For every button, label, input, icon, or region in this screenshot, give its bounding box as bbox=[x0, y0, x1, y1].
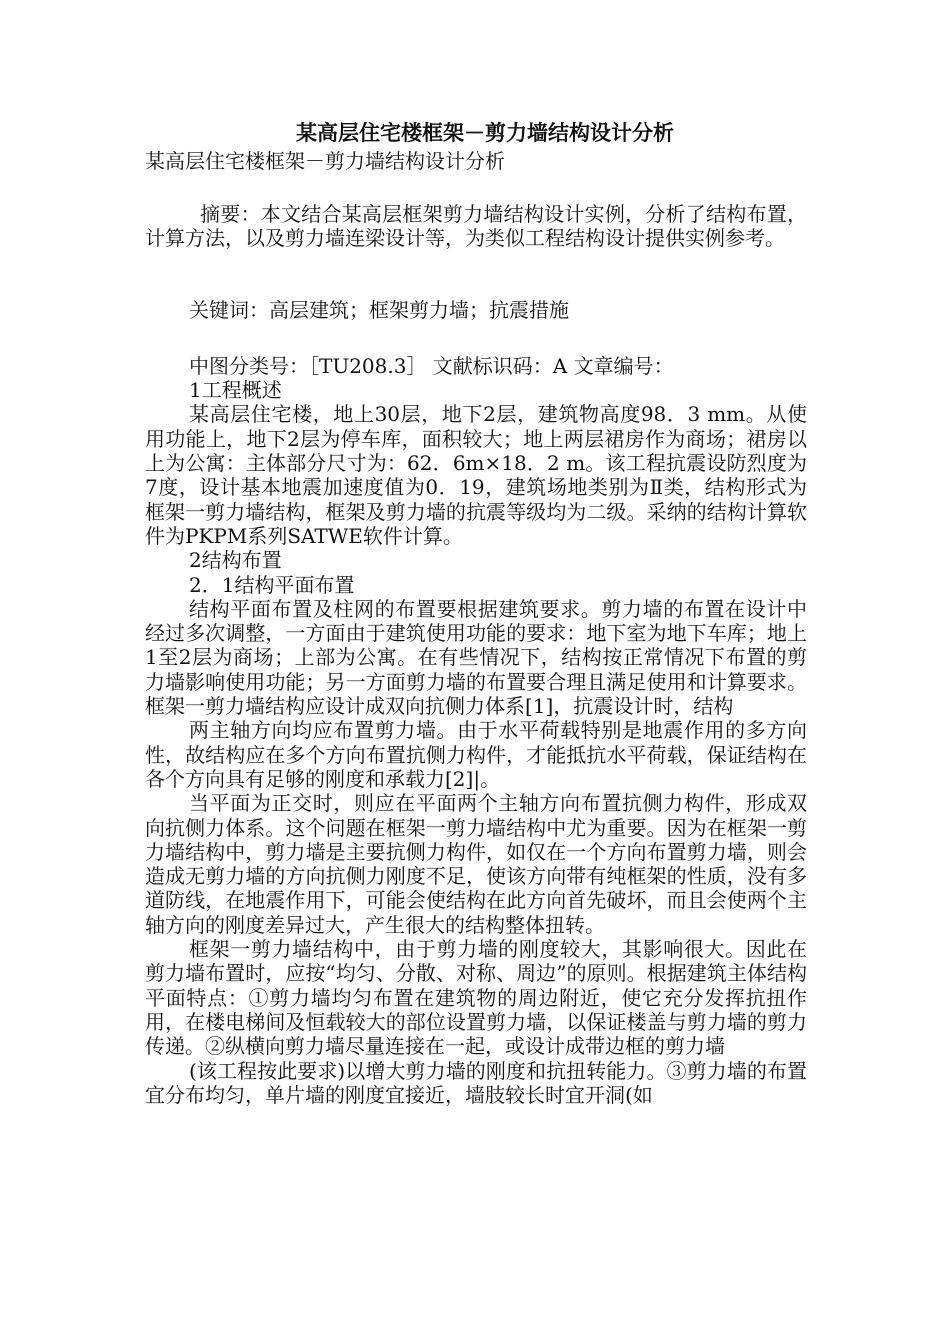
section-2-1-paragraph-2: 两主轴方向均应布置剪力墙。由于水平荷载特别是地震作用的多方向性，故结构应在多个方向布置抗侧力构件，才能抵抗水平荷载，保证结构在各个方向具有足够的刚度和承载力[2]|。 bbox=[145, 718, 807, 791]
section-1-heading: 1工程概述 bbox=[189, 378, 282, 403]
document-subtitle: 某高层住宅楼框架－剪力墙结构设计分析 bbox=[145, 149, 505, 173]
section-2-1-paragraph-3: 当平面为正交时，则应在平面两个主轴方向布置抗侧力构件，形成双向抗侧力体系。这个问题在框架一剪力墙结构中尤为重要。因为在框架一剪力墙结构中，剪力墙是主要抗侧力构件，如仅在一个方向布置剪力墙，则会造成无剪力墙的方向抗侧力刚度不足，使该方向带有纯框架的性质，没有多道防线，在地震作用下，可能会使结构在此方向首先破坏，而且会使两个主轴方向的刚度差异过大，产生很大的结构整体扭转。 bbox=[145, 791, 807, 937]
classification-line: 中图分类号：［TU208.3］ 文献标识码：A 文章编号： bbox=[189, 353, 674, 378]
section-2-1-paragraph-4: 框架一剪力墙结构中，由于剪力墙的刚度较大，其影响很大。因此在剪力墙布置时，应按“均匀、分散、对称、周边”的原则。根据建筑主体结构平面特点：①剪力墙均匀布置在建筑物的周边附近，使它充分发挥抗扭作用，在楼电梯间及恒载较大的部位设置剪力墙，以保证楼盖与剪力墙的剪力传递。②纵横向剪力墙尽量连接在一起，或设计成带边框的剪力墙 bbox=[145, 937, 807, 1059]
spacer bbox=[145, 251, 807, 298]
section-2-1-heading: 2．1结构平面布置 bbox=[189, 572, 355, 597]
section-2-heading: 2结构布置 bbox=[189, 548, 282, 573]
keywords-line: 关键词：高层建筑；框架剪力墙；抗震措施 bbox=[189, 297, 569, 322]
section-2-1-paragraph-5: (该工程按此要求)以增大剪力墙的刚度和抗扭转能力。③剪力墙的布置宜分布均匀，单片墙的刚度宜接近，墙肢较长时宜开洞(如 bbox=[145, 1058, 807, 1107]
section-1-paragraph: 某高层住宅楼，地上30层，地下2层，建筑物高度98．3 mm。从使用功能上，地下2层为停车库，面积较大；地上两层裙房作为商场；裙房以上为公寓：主体部分尺寸为：62．6m×18．2 m。该工程抗震设防烈度为7度，设计基本地震加速度值为0．19，建筑场地类别为Ⅱ类，结构形式为框架一剪力墙结构，框架及剪力墙的抗震等级均为二级。采纳的结构计算软件为PKPM系列SATWE软件计算。 bbox=[145, 402, 807, 548]
spacer bbox=[145, 322, 807, 354]
spacer bbox=[145, 174, 807, 202]
document-title: 某高层住宅楼框架－剪力墙结构设计分析 bbox=[296, 120, 674, 145]
abstract-paragraph: 摘要：本文结合某高层框架剪力墙结构设计实例，分析了结构布置，计算方法，以及剪力墙连梁设计等，为类似工程结构设计提供实例参考。 bbox=[145, 202, 807, 251]
section-2-1-paragraph-1: 结构平面布置及柱网的布置要根据建筑要求。剪力墙的布置在设计中经过多次调整，一方面由于建筑使用功能的要求：地下室为地下车库；地上1至2层为商场；上部为公寓。在有些情况下，结构按正常情况下布置的剪力墙影响使用功能；另一方面剪力墙的布置要合理且满足使用和计算要求。框架一剪力墙结构应设计成双向抗侧力体系[1]，抗震设计时，结构 bbox=[145, 596, 807, 719]
document-page bbox=[145, 118, 807, 1107]
